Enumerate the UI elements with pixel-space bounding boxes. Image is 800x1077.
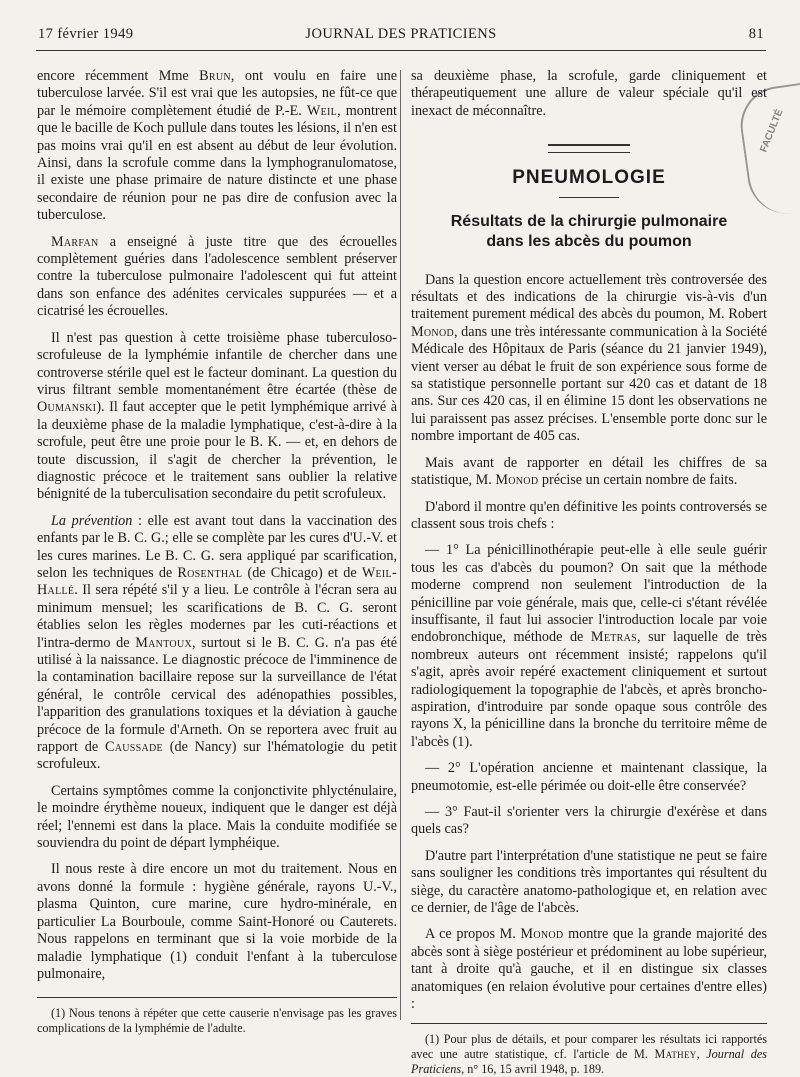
paragraph: Il n'est pas question à cette troisième phase tuberculoso-scrofuleuse de la lymphémie infantile de chercher dans une controverse stérile quel est le facteur dominant. La question du virus filtrant semble momentanément être écartée (thèse de Oumanski). Il faut accepter que le petit lymphémique arrivé à la deuxième phase de la maladie lymphatique, c'est-à-dire à la scrofule, peut être une proie pour le B. K. — et, en dehors de toute discussion, il s'agit de chercher la prévention, le diagnostic précoce et le traitement sans oublier la relative bénignité de la tuberculisation secondaire du petit scrofuleux. xyxy=(37,329,397,503)
footnote: (1) Nous tenons à répéter que cette causerie n'envisage pas les graves complications de la lymphémie de l'adulte. xyxy=(37,1006,397,1036)
page-header xyxy=(38,26,764,48)
footnote-rule xyxy=(411,1023,767,1024)
paragraph: — 1° La pénicillinothérapie peut-elle à elle seule guérir tous les cas d'abcès du poumon? On sait que la méthode moderne comprend non seulement l'introduction de la pénicilline par voie générale, mais que, celle-ci s'étant révélée insuffisante, il faut lui associer l'introduction locale par voie endobronchique, méthode de Metras, sur laquelle de très nombreux auteurs ont récemment insisté; rappelons qu'il s'agit, après avoir repéré exactement cliniquement et surtout radiologiquement la topographie de l'abcès, et après broncho-aspiration, d'introduire par sonde opaque sous contrôle des rayons X, la pénicilline dans la bronche du territoire même de l'abcès (1). xyxy=(411,542,767,750)
footnote-rule xyxy=(37,997,397,998)
paragraph: sa deuxième phase, la scrofule, garde cliniquement et thérapeutiquement une allure de valeur spéciale qu'il est inexact de méconnaître. xyxy=(411,68,767,119)
left-column xyxy=(37,68,397,1036)
paragraph: Il nous reste à dire encore un mot du traitement. Nous en avons donné la formule : hygiène générale, rayons U.-V., plasma Quinton, cure marine, cure hydro-minérale, en particulier La Bourboule, comme Saint-Honoré ou Cauterets. Nous rappelons en terminant que si la voie morbide de la maladie lymphatique (1) conduit l'enfant à la tuberculose pulmonaire, xyxy=(37,861,397,982)
article-title: Résultats de la chirurgie pulmonaire dans les abcès du poumon xyxy=(450,212,728,250)
paragraph: A ce propos M. Monod montre que la grande majorité des abcès sont à siège postérieur et prédominent au lobe supérieur, tant à droite qu'à gauche, et il en distingue six classes anatomiques (en relaion évolutive pour certaines d'entre elles) : xyxy=(411,926,767,1013)
paragraph: — 2° L'opération ancienne et maintenant classique, la pneumotomie, est-elle périmée ou doit-elle être conservée? xyxy=(411,760,767,794)
paragraph: D'abord il montre qu'en définitive les points controversés se classent sous trois chefs : xyxy=(411,498,767,532)
author-name: Caussade xyxy=(104,739,163,756)
right-column xyxy=(411,68,767,1077)
paragraph: La prévention : elle est avant tout dans la vaccination des enfants par le B. C. G.; elle se complète par les cures d'U.-V. et les cures marines. Le B. C. G. sera appliqué par scarification, selon les techniques de Rosenthal (de Chicago) et de Weil-Hallé. Il sera répété s'il y a lieu. Le contrôle à l'écran sera au minimum mensuel; les scarifications de B. C. G. seront établies selon les règles modernes par les cuti-réactions et l'intra-dermo de Mantoux, surtout si le B. C. G. n'a pas été utilisé à la naissance. Le diagnostic précoce de l'imminence de la contamination bacillaire repose sur la surveillance de l'état général, le contrôle cervical des adénopathies possibles, l'apparition des granulations toxiques et la déviation à gauche précoce de la formule d'Arneth. On se reportera avec fruit au rapport de Caussade (de Nancy) sur l'hématologie du petit scrofuleux. xyxy=(37,512,398,773)
paragraph: Dans la question encore actuellement très controversée des résultats et des indications de la chirurgie vis-à-vis d'un traitement purement médical des abcès du poumon, M. Robert Monod, dans une très intéressante communication à la Société Médicale des Hôpitaux de Paris (séance du 21 janvier 1949), vient verser au débat le fruit de son expérience sous forme de sa statistique personnelle portant sur 420 cas et datant de 18 ans. Sur ces 420 cas, il en élimine 15 dont les observations ne lui paraissent pas assez précises. L'ensemble porte donc sur le nombre important de 405 cas. xyxy=(411,271,767,445)
section-rule xyxy=(548,144,630,153)
page-number: 81 xyxy=(748,26,764,42)
header-rule xyxy=(36,50,766,51)
journal-citation: Journal des Praticiens xyxy=(411,1047,767,1077)
author-name: Monod xyxy=(411,323,455,340)
paragraph: Mais avant de rapporter en détail les chiffres de sa statistique, M. Monod précise un certain nombre de faits. xyxy=(411,454,767,489)
author-name: Brun xyxy=(199,68,231,84)
run-in-heading: La prévention xyxy=(51,512,133,529)
author-name: Marfan xyxy=(51,233,99,250)
section-heading: PNEUMOLOGIE xyxy=(512,167,666,189)
author-name: Weil-Hallé xyxy=(37,564,397,599)
author-name: Oumanski xyxy=(37,399,97,416)
author-name: Monod xyxy=(495,472,539,489)
paragraph: D'autre part l'interprétation d'une statistique ne peut se faire sans souligner les conditions très importantes qui résultent du siège, du caractère anatomo-pathologique et, en relation avec ce dernier, de l'âge de l'abcès. xyxy=(411,847,767,917)
author-name: Rosenthal xyxy=(177,564,243,581)
author-name: Metras xyxy=(590,629,638,646)
footnote: (1) Pour plus de détails, et pour comparer les résultats ici rapportés avec une autre statistique, cf. l'article de M. Mathey, Journal des Praticiens, n° 16, 15 avril 1948, p. 189. xyxy=(411,1032,767,1077)
author-name: Mantoux xyxy=(135,634,192,651)
stamp-text: FACULTÉ xyxy=(758,107,786,154)
paragraph: Certains symptômes comme la conjonctivite phlycténulaire, le moindre érythème noueux, indiquent que le danger est déjà réel; l'ennemi est dans la place. Mais la conduite modifiée se souviendra du point de départ lymphéique. xyxy=(37,782,397,852)
journal-title: JOURNAL DES PRATICIENS xyxy=(305,26,497,42)
paragraph: encore récemment Mme Brun, ont voulu en faire une tuberculose larvée. S'il est vrai que les autopsies, ne fût-ce que par le mémoire complètement étudié de P.-E. Weil, montrent que le bacille de Koch pullule dans toutes les lésions, il n'en est pas moins vrai qu'il en est absent au début de leur évolution. Ainsi, dans la scrofule comme dans la lymphogranulomatose, il existe une phase primaire de nature distincte et une phase secondaire de réunion pour ne pas dire de confusion avec la tuberculose. xyxy=(37,68,397,224)
paragraph: — 3° Faut-il s'orienter vers la chirurgie d'exérèse et dans quels cas? xyxy=(411,804,767,838)
issue-date: 17 février 1949 xyxy=(38,26,134,42)
author-name: Mathey xyxy=(654,1047,697,1062)
column-divider xyxy=(400,70,401,1020)
author-name: Monod xyxy=(520,926,564,943)
paragraph: Marfan a enseigné à juste titre que des écrouelles complètement guéries dans l'adolescence semblent préserver contre la tuberculose pulmonaire l'adolescent qui fut atteint dans son enfance des adénites cervicales suppurées — et a cicatrisé les écrouelles. xyxy=(37,233,397,320)
author-name: Weil xyxy=(306,102,338,119)
heading-rule xyxy=(559,197,619,198)
